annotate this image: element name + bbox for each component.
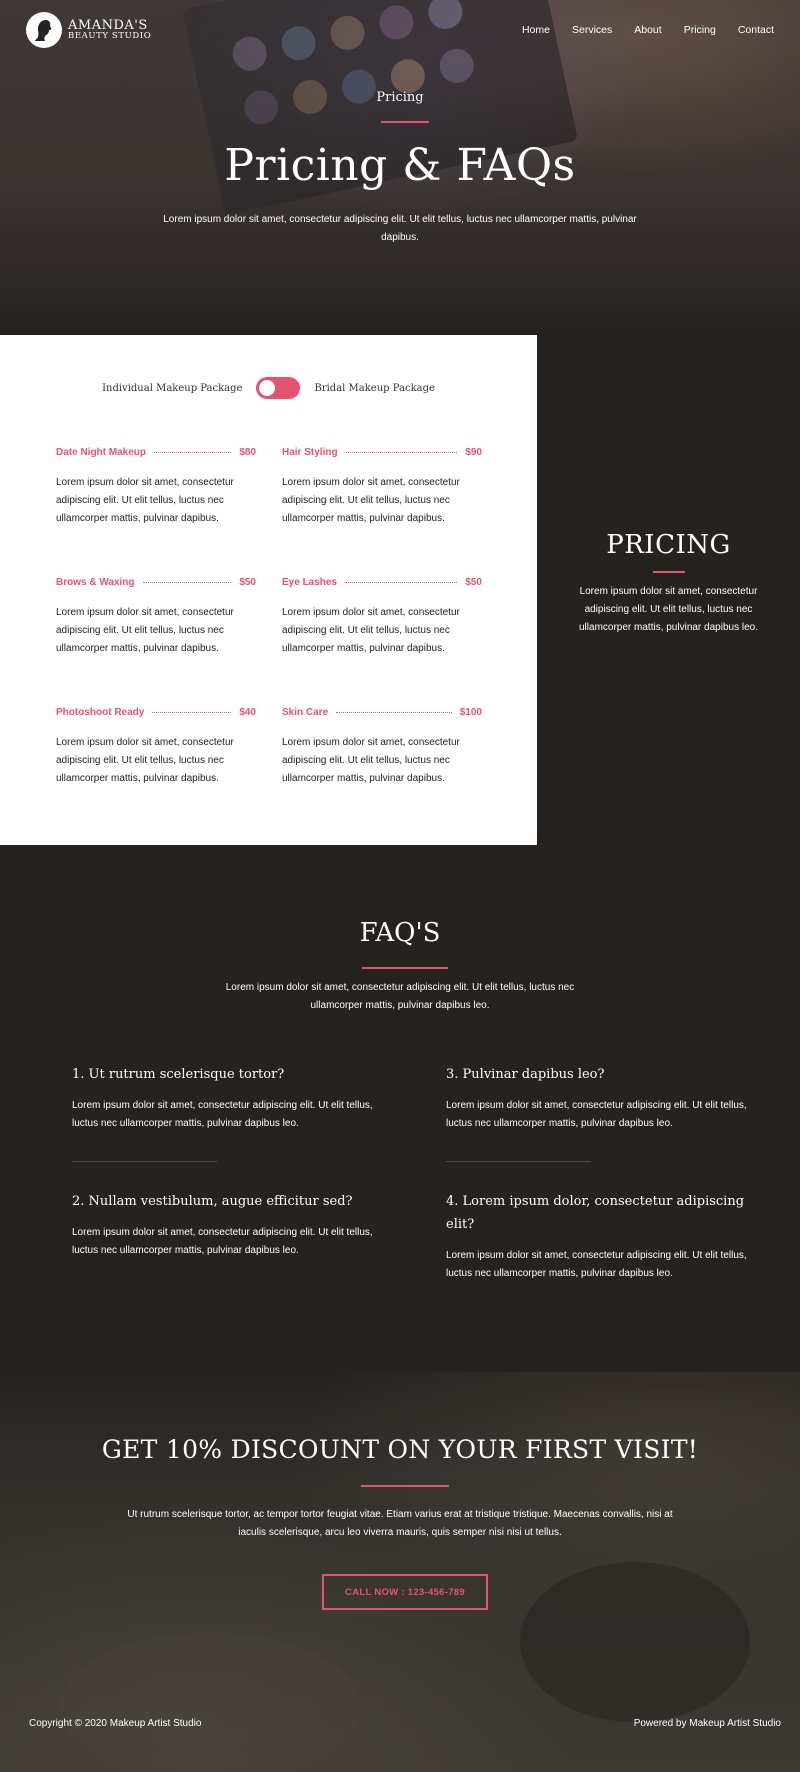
brand-tagline: BEAUTY STUDIO [68,31,152,42]
hero-subtitle: Lorem ipsum dolor sit amet, consectetur adipiscing elit. Ut elit tellus, luctus nec ullamcorper mattis, pulvinar dapibus. [163,214,637,243]
pricing-heading: PRICING [606,530,731,560]
faq-item [72,1063,382,1133]
faq-answer: Lorem ipsum dolor sit amet, consectetur adipiscing elit. Ut elit tellus, luctus nec ullamcorper mattis, pulvinar dapibus leo. [72,1100,373,1129]
faq-answer: Lorem ipsum dolor sit amet, consectetur adipiscing elit. Ut elit tellus, luctus nec ullamcorper mattis, pulvinar dapibus leo. [446,1100,747,1129]
price-item-name: Photoshoot Ready [56,707,145,718]
brand-logo[interactable] [26,12,151,48]
faq-answer: Lorem ipsum dolor sit amet, consectetur adipiscing elit. Ut elit tellus, luctus nec ullamcorper mattis, pulvinar dapibus leo. [72,1227,373,1256]
nav-home[interactable]: Home [521,24,550,36]
faq-subtitle: Lorem ipsum dolor sit amet, consectetur adipiscing elit. Ut elit tellus, luctus nec ullamcorper mattis, pulvinar dapibus leo. [225,982,575,1011]
price-item-price: $50 [465,577,482,588]
discount-divider [361,1485,449,1487]
faq-heading: FAQ'S [359,918,441,948]
package-toggle-row [0,377,537,399]
faq-separator [72,1161,217,1162]
pricing-side-text: Lorem ipsum dolor sit amet, consectetur adipiscing elit. Ut elit tellus, luctus nec ullamcorper mattis, pulvinar dapibus leo. [579,586,758,633]
toggle-label-individual[interactable]: Individual Makeup Package [102,382,243,394]
faq-question: 2. Nullam vestibulum, augue efficitur sed? [72,1194,353,1209]
price-item-price: $90 [465,447,482,458]
dotted-leader [143,582,232,583]
nav-contact[interactable]: Contact [737,24,774,36]
price-item [56,447,256,528]
nav-pricing[interactable]: Pricing [683,24,716,36]
price-item [282,447,482,528]
call-now-button[interactable]: CALL NOW : 123-456-789 [322,1574,488,1610]
price-item-name: Date Night Makeup [56,447,147,458]
faq-item [72,1190,382,1260]
price-item-description: Lorem ipsum dolor sit amet, consectetur adipiscing elit. Ut elit tellus, luctus nec ullamcorper mattis, pulvinar dapibus. [282,477,460,524]
brand-name: AMANDA'S [68,17,148,33]
dotted-leader [345,582,457,583]
price-item [56,707,256,788]
dotted-leader [346,452,458,453]
package-toggle-switch[interactable] [256,377,300,399]
faq-separator [446,1161,591,1162]
dotted-leader [336,712,452,713]
price-item [282,707,482,788]
price-item-price: $80 [239,447,256,458]
price-item-name: Eye Lashes [282,577,338,588]
price-item-price: $100 [459,707,482,718]
dotted-leader [152,712,231,713]
pricing-side-panel [537,335,800,845]
background-decor [520,1562,750,1722]
price-item-description: Lorem ipsum dolor sit amet, consectetur adipiscing elit. Ut elit tellus, luctus nec ullamcorper mattis, pulvinar dapibus. [56,737,234,784]
discount-heading: GET 10% DISCOUNT ON YOUR FIRST VISIT! [101,1435,699,1464]
nav-services[interactable]: Services [571,24,613,36]
faq-answer: Lorem ipsum dolor sit amet, consectetur adipiscing elit. Ut elit tellus, luctus nec ullamcorper mattis, pulvinar dapibus leo. [446,1250,747,1279]
toggle-label-bridal[interactable]: Bridal Makeup Package [314,382,435,394]
faq-question: 4. Lorem ipsum dolor, consectetur adipiscing elit? [446,1194,745,1232]
faq-item [446,1190,756,1283]
price-item-description: Lorem ipsum dolor sit amet, consectetur adipiscing elit. Ut elit tellus, luctus nec ullamcorper mattis, pulvinar dapibus. [282,737,460,784]
price-item-name: Brows & Waxing [56,577,135,588]
price-item-description: Lorem ipsum dolor sit amet, consectetur adipiscing elit. Ut elit tellus, luctus nec ullamcorper mattis, pulvinar dapibus. [56,477,234,524]
price-item-description: Lorem ipsum dolor sit amet, consectetur adipiscing elit. Ut elit tellus, luctus nec ullamcorper mattis, pulvinar dapibus. [282,607,460,654]
hero-kicker: Pricing [376,90,424,105]
discount-text: Ut rutrum scelerisque tortor, ac tempor tortor feugiat vitae. Etiam varius erat at tristique tristique. Maecenas convallis, nisi at iaculis scelerisque, arcu leo viverra mauris, quis semper nisi nisi ut tellus. [127,1509,673,1538]
discount-section [0,1372,800,1772]
nav-about[interactable]: About [634,24,662,36]
hero-section [0,0,800,335]
price-item-name: Skin Care [282,707,329,718]
price-item [56,577,256,658]
faq-item [446,1063,756,1133]
pricing-card [0,335,537,845]
dotted-leader [154,452,231,453]
price-item [282,577,482,658]
main-nav [522,24,774,36]
price-item-price: $40 [239,707,256,718]
toggle-knob [259,380,275,396]
page-title: Pricing & FAQs [224,140,576,191]
footer-copyright: Copyright © 2020 Makeup Artist Studio [29,1718,202,1729]
footer-powered-by: Powered by Makeup Artist Studio [633,1718,781,1729]
faq-question: 3. Pulvinar dapibus leo? [446,1067,605,1082]
hero-divider [381,121,429,123]
faq-question: 1. Ut rutrum scelerisque tortor? [72,1067,285,1082]
background-decor [60,1632,360,1772]
price-item-name: Hair Styling [282,447,338,458]
pricing-divider [653,571,685,573]
price-item-description: Lorem ipsum dolor sit amet, consectetur adipiscing elit. Ut elit tellus, luctus nec ullamcorper mattis, pulvinar dapibus. [56,607,234,654]
woman-silhouette-icon [26,12,62,48]
price-item-price: $50 [239,577,256,588]
faq-divider [362,967,448,969]
